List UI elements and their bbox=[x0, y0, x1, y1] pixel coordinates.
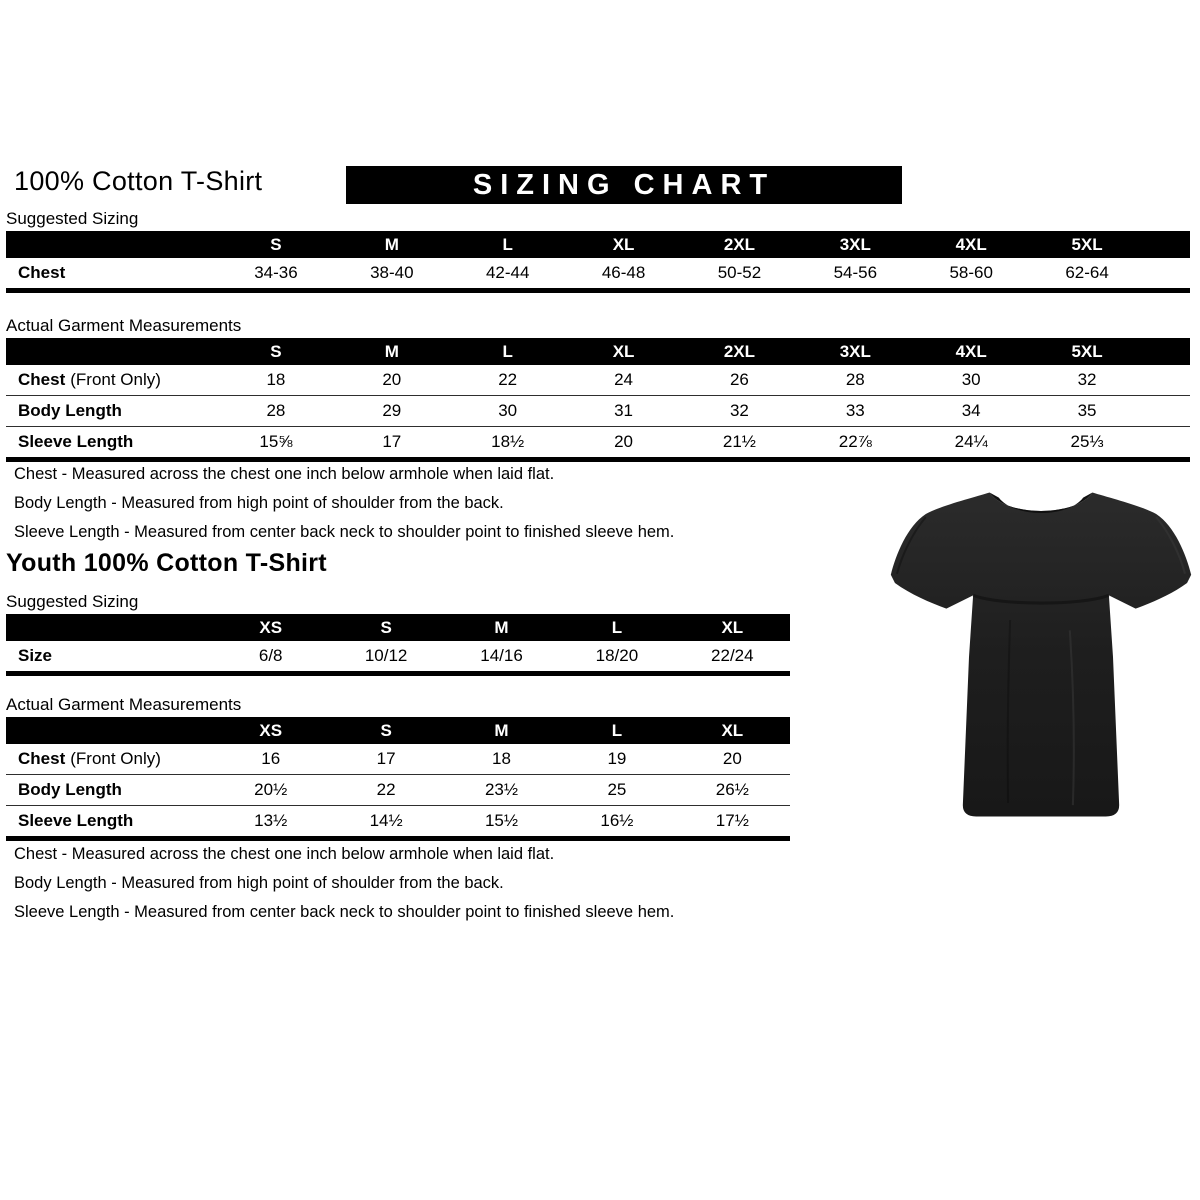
row-label: Body Length bbox=[18, 401, 122, 420]
measurement-value: 32 bbox=[1077, 370, 1097, 389]
youth-section-title: Youth 100% Cotton T-Shirt bbox=[6, 549, 327, 577]
measurement-value: 46-48 bbox=[601, 263, 646, 282]
measurement-value: 10/12 bbox=[364, 646, 408, 665]
size-col-header: S bbox=[270, 341, 282, 361]
measurement-value: 28 bbox=[266, 401, 286, 420]
measurement-value: 33 bbox=[845, 401, 865, 420]
note-body-length: Body Length - Measured from high point of shoulder from the back. bbox=[14, 874, 504, 892]
size-col-header: 2XL bbox=[723, 341, 756, 361]
adult-actual-measurements-table bbox=[6, 338, 1190, 462]
measurement-value: 20½ bbox=[254, 780, 288, 799]
size-col-header: 4XL bbox=[955, 234, 987, 254]
measurement-value: 13½ bbox=[254, 811, 288, 830]
size-col-header: M bbox=[494, 720, 509, 740]
row-label-text: Chest bbox=[18, 370, 66, 389]
size-col-header: 5XL bbox=[1071, 341, 1103, 361]
t-shirt-graphic bbox=[886, 476, 1196, 836]
youth-actual-measurements-table bbox=[6, 717, 790, 841]
row-label bbox=[6, 744, 213, 774]
size-col-header: S bbox=[380, 617, 392, 637]
size-col-header: L bbox=[611, 720, 623, 740]
measurement-value: 18 bbox=[266, 370, 286, 389]
size-col-header: 5XL bbox=[1071, 234, 1103, 254]
measurement-value: 19 bbox=[607, 749, 627, 768]
spacer-cell bbox=[1145, 338, 1190, 365]
adult-suggested-sizing-table bbox=[6, 231, 1190, 293]
table-row bbox=[6, 744, 790, 774]
size-col-header: XL bbox=[612, 341, 635, 361]
size-col-header: 4XL bbox=[955, 341, 987, 361]
spacer-cell bbox=[1145, 231, 1190, 258]
measurement-value: 18 bbox=[492, 749, 511, 768]
table-row bbox=[6, 426, 1190, 457]
spacer-cell bbox=[1145, 396, 1190, 426]
measurement-value: 18½ bbox=[491, 432, 525, 451]
measurement-value: 18/20 bbox=[595, 646, 639, 665]
measurement-value: 20 bbox=[614, 432, 634, 451]
size-col-header: M bbox=[494, 617, 509, 637]
spacer-cell bbox=[1145, 258, 1190, 288]
measurement-value: 26½ bbox=[715, 780, 749, 799]
note-body-length: Body Length - Measured from high point of shoulder from the back. bbox=[14, 494, 504, 512]
row-label: Size bbox=[18, 646, 53, 665]
size-col-header: XS bbox=[259, 720, 283, 740]
corner-cell bbox=[6, 338, 218, 365]
table-row bbox=[6, 774, 790, 805]
t-shirt-image bbox=[886, 476, 1196, 836]
measurement-value: 24 bbox=[614, 370, 634, 389]
measurement-value: 15⅝ bbox=[259, 432, 293, 451]
table-row bbox=[6, 258, 1190, 288]
size-col-header: L bbox=[611, 617, 623, 637]
measurement-value: 25⅓ bbox=[1070, 432, 1104, 451]
size-col-header: S bbox=[270, 234, 282, 254]
row-label: Chest bbox=[18, 263, 66, 282]
measurement-value: 21½ bbox=[722, 432, 756, 451]
row-label: Sleeve Length bbox=[18, 432, 134, 451]
measurement-value: 38-40 bbox=[370, 263, 414, 282]
measurement-value: 20 bbox=[382, 370, 402, 389]
measurement-value: 14/16 bbox=[480, 646, 523, 665]
size-col-header: L bbox=[502, 341, 513, 361]
measurement-value: 16½ bbox=[600, 811, 634, 830]
measurement-value: 31 bbox=[614, 401, 634, 420]
measurement-value: 15½ bbox=[484, 811, 519, 830]
measurement-value: 30 bbox=[961, 370, 981, 389]
youth-actual-measurements-label: Actual Garment Measurements bbox=[6, 695, 242, 714]
row-label bbox=[6, 365, 218, 395]
row-label: Sleeve Length bbox=[18, 811, 134, 830]
size-col-header: M bbox=[384, 341, 399, 361]
measurement-value: 54-56 bbox=[833, 263, 878, 282]
size-col-header: S bbox=[380, 720, 392, 740]
adult-measurement-notes bbox=[14, 460, 674, 547]
table-row bbox=[6, 365, 1190, 395]
spacer-cell bbox=[1145, 427, 1190, 457]
note-chest: Chest - Measured across the chest one inch below armhole when laid flat. bbox=[14, 845, 555, 863]
size-col-header: XL bbox=[612, 234, 635, 254]
size-col-header: XS bbox=[259, 617, 283, 637]
measurement-value: 6/8 bbox=[258, 646, 283, 665]
measurement-value: 34 bbox=[961, 401, 981, 420]
note-sleeve-length: Sleeve Length - Measured from center back neck to shoulder point to finished sleeve hem. bbox=[14, 523, 675, 541]
size-col-header: XL bbox=[721, 617, 744, 637]
size-col-header: XL bbox=[721, 720, 744, 740]
measurement-value: 22 bbox=[498, 370, 518, 389]
table-header-row bbox=[6, 614, 790, 641]
measurement-value: 32 bbox=[729, 401, 749, 420]
measurement-value: 24¼ bbox=[954, 432, 988, 451]
spacer-cell bbox=[1145, 365, 1190, 395]
size-col-header: 3XL bbox=[839, 234, 871, 254]
sizing-chart-banner: SIZING CHART bbox=[346, 166, 902, 204]
row-label: Body Length bbox=[18, 780, 122, 799]
size-col-header: M bbox=[384, 234, 399, 254]
measurement-value: 22/24 bbox=[711, 646, 754, 665]
row-label-suffix: (Front Only) bbox=[70, 370, 161, 389]
adult-suggested-sizing-label: Suggested Sizing bbox=[6, 209, 139, 228]
measurement-value: 62-64 bbox=[1065, 263, 1109, 282]
corner-cell bbox=[6, 231, 218, 258]
measurement-value: 25 bbox=[607, 780, 627, 799]
youth-suggested-sizing-label: Suggested Sizing bbox=[6, 592, 139, 611]
measurement-value: 17 bbox=[376, 749, 396, 768]
measurement-value: 20 bbox=[722, 749, 742, 768]
measurement-value: 14½ bbox=[369, 811, 403, 830]
measurement-value: 23½ bbox=[484, 780, 519, 799]
measurement-value: 16 bbox=[261, 749, 281, 768]
table-row bbox=[6, 805, 790, 836]
corner-cell bbox=[6, 717, 213, 744]
youth-measurement-notes bbox=[14, 840, 674, 927]
measurement-value: 34-36 bbox=[254, 263, 298, 282]
table-row bbox=[6, 395, 1190, 426]
measurement-value: 17 bbox=[382, 432, 402, 451]
measurement-value: 28 bbox=[845, 370, 865, 389]
note-chest: Chest - Measured across the chest one inch below armhole when laid flat. bbox=[14, 465, 555, 483]
table-header-row bbox=[6, 231, 1190, 258]
measurement-value: 35 bbox=[1077, 401, 1097, 420]
table-header-row bbox=[6, 338, 1190, 365]
measurement-value: 26 bbox=[729, 370, 749, 389]
page-title: 100% Cotton T-Shirt bbox=[14, 166, 263, 196]
row-label-suffix: (Front Only) bbox=[70, 749, 161, 768]
size-col-header: L bbox=[502, 234, 513, 254]
measurement-value: 17½ bbox=[715, 811, 749, 830]
adult-actual-measurements-label: Actual Garment Measurements bbox=[6, 316, 242, 335]
table-header-row bbox=[6, 717, 790, 744]
corner-cell bbox=[6, 614, 213, 641]
measurement-value: 22 bbox=[376, 780, 396, 799]
size-col-header: 3XL bbox=[839, 341, 871, 361]
measurement-value: 22⅞ bbox=[838, 432, 872, 451]
size-col-header: 2XL bbox=[723, 234, 756, 254]
table-row bbox=[6, 641, 790, 671]
youth-suggested-sizing-table bbox=[6, 614, 790, 676]
measurement-value: 58-60 bbox=[949, 263, 993, 282]
measurement-value: 29 bbox=[382, 401, 402, 420]
row-label-text: Chest bbox=[18, 749, 66, 768]
measurement-value: 30 bbox=[498, 401, 518, 420]
measurement-value: 42-44 bbox=[485, 263, 530, 282]
measurement-value: 50-52 bbox=[717, 263, 762, 282]
note-sleeve-length: Sleeve Length - Measured from center back neck to shoulder point to finished sleeve hem. bbox=[14, 903, 675, 921]
